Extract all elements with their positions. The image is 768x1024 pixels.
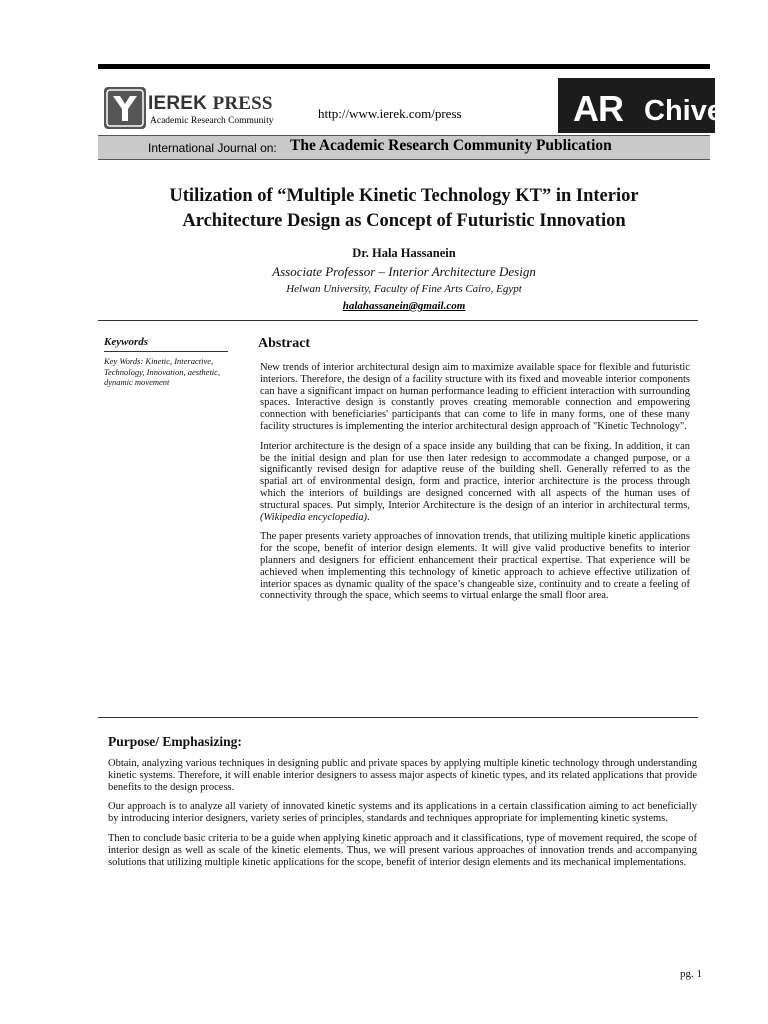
abstract-paragraph-3: The paper presents variety approaches of innovation trends, that utilizing multiple kinetic applications for the scope, benefit of interior design elements. It will give valid productive benefits to interior planners and designers for efficient enhancement their practical expertise. That experience will be achieved when implementing this technology of kinetic approach to achieve effective utilization of interior spaces as dynamic quality of the space’s changeable size, continuity and to create a feeling of connectivity through the space, which seems to virtual enlarge the small floor area. [260, 531, 690, 602]
archive-logo [558, 78, 723, 133]
abstract-heading: Abstract [258, 336, 311, 351]
purpose-body [108, 758, 697, 876]
abstract-citation: (Wikipedia encyclopedia) [260, 511, 367, 523]
keywords-rule [104, 351, 228, 352]
publisher-tagline: Academic Research Community [150, 116, 274, 126]
abstract-paragraph-2 [260, 441, 690, 524]
abstract-paragraph-2-text: Interior architecture is the design of a space inside any building that can be fixing. In addition, it can be the initial design and plan for use then later redesign to accommodate a changed purpose, or a significantly revised design for adaptive reuse of the building shell. Generally referred to as the spatial art of environmental design, form and practice, interior architecture is the process through which the interiors of buildings are designed concerned with all aspects of the human uses of structural spaces. Put simply, Interior Architecture is the design of an interior in architectural terms, [260, 440, 690, 511]
paper-title-line-1: Utilization of “Multiple Kinetic Technology KT” in Interior [169, 186, 639, 206]
author-name: Dr. Hala Hassanein [352, 246, 456, 260]
keywords-heading: Keywords [104, 336, 148, 348]
journal-label: International Journal on: [148, 141, 277, 155]
abstract-paragraph-1: New trends of interior architectural design aim to maximize available space for flexible and futuristic interiors. Therefore, the design of a facility structure with its fixed and moveable interior components can have a significant impact on human performance leading to efficient interaction with surrounding spaces. Interactive design is constantly proves creating memorable connection and empowering connection with beneficiaries' participants that can come to life in many forms, one of these many facility structures is implementing the interior architectural design approach of "Kinetic Technology". [260, 362, 690, 432]
publisher-logo-text [148, 93, 298, 115]
journal-url-link[interactable]: http://www.ierek.com/press [318, 106, 462, 121]
archive-logo-ar: AR [573, 88, 623, 129]
journal-name: The Academic Research Community Publication [290, 137, 612, 154]
paper-title [118, 184, 690, 234]
paper-title-line-2: Architecture Design as Concept of Futuristic Innovation [182, 211, 626, 231]
page-number: pg. 1 [680, 968, 702, 980]
header-top-rule [98, 64, 710, 69]
purpose-paragraph-3: Then to conclude basic criteria to be a guide when applying kinetic approach and it classifications, type of movement required, the scope of interior design as well as scale of the kinetic elements. Thus, we will present various approaches of innovation trends and accompanying solutions that utilizing multiple kinetic applications for the scope, benefit of interior design elements and its mechanical implementations. [108, 832, 697, 868]
author-role: Associate Professor – Interior Architecture Design [272, 264, 536, 279]
purpose-paragraph-2: Our approach is to analyze all variety of innovated kinetic systems and its applications in a certain classification aiming to act beneficially by introducing interior designers, variety series of principles, standards and techniques appropriate for implementing kinetic systems. [108, 801, 697, 825]
archive-logo-rest: Chive [644, 95, 723, 127]
journal-banner [98, 135, 710, 160]
author-email-link[interactable]: halahassanein@gmail.com [342, 300, 466, 312]
abstract-divider [98, 717, 698, 718]
abstract-body [260, 362, 690, 610]
publisher-press: PRESS [212, 93, 273, 114]
publisher-name: IEREK [148, 93, 208, 114]
author-affiliation: Helwan University, Faculty of Fine Arts Cairo, Egypt [286, 283, 522, 295]
purpose-heading: Purpose/ Emphasizing: [108, 734, 242, 749]
section-divider [98, 320, 698, 321]
abstract-paragraph-2-end: . [367, 511, 370, 523]
ierek-logo-icon [104, 87, 146, 129]
keywords-text: Key Words: Kinetic, Interactive, Technology, Innovation, aesthetic, dynamic movement [104, 356, 221, 387]
purpose-paragraph-1: Obtain, analyzing various techniques in designing public and private spaces by applying multiple kinetic technology through understanding kinetic systems. Therefore, it will enable interior designers to assess major aspects of kinetic types, and its related applications that provide benefits to the design process. [108, 758, 697, 793]
